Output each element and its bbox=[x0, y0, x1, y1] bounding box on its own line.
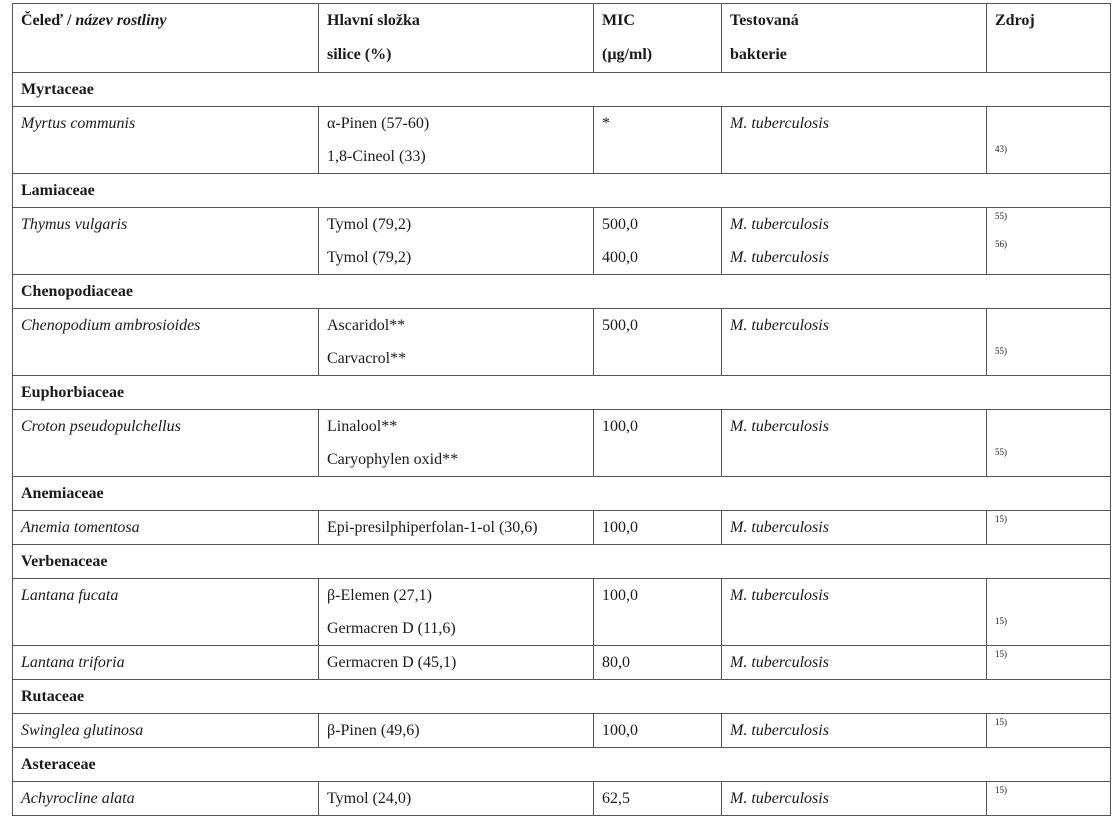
main-component bbox=[319, 782, 594, 816]
tested-bacteria bbox=[722, 309, 987, 376]
main-component-line: Ascaridol** bbox=[327, 317, 406, 334]
source-ref bbox=[987, 782, 1111, 816]
mic-value bbox=[594, 410, 722, 477]
source-ref bbox=[987, 309, 1111, 376]
mic-value-line: 100,0 bbox=[602, 519, 638, 536]
main-component-line: 1,8-Cineol (33) bbox=[327, 148, 426, 165]
tested-bacteria bbox=[722, 208, 987, 275]
family-name: Myrtaceae bbox=[13, 73, 1111, 107]
family-name: Verbenaceae bbox=[13, 545, 1111, 579]
source-ref bbox=[987, 579, 1111, 646]
essential-oil-mic-table bbox=[12, 3, 1111, 816]
mic-value bbox=[594, 646, 722, 680]
source-ref-number: 15) bbox=[995, 649, 1007, 659]
table-row bbox=[13, 511, 1111, 545]
mic-value bbox=[594, 782, 722, 816]
mic-value bbox=[594, 309, 722, 376]
table-row bbox=[13, 410, 1111, 477]
table-row bbox=[13, 208, 1111, 275]
tested-bacteria bbox=[722, 579, 987, 646]
mic-value-line: 100,0 bbox=[602, 722, 638, 739]
tested-bacteria-line: M. tuberculosis bbox=[730, 654, 829, 671]
mic-value bbox=[594, 511, 722, 545]
main-component-line: Caryophylen oxid** bbox=[327, 451, 459, 468]
main-component-line: Tymol (24,0) bbox=[327, 790, 412, 807]
source-ref-number: 55) bbox=[995, 346, 1007, 356]
main-component-line: Linalool** bbox=[327, 418, 398, 435]
mic-value-line: 500,0 bbox=[602, 216, 638, 233]
tested-bacteria bbox=[722, 714, 987, 748]
mic-value-line: 400,0 bbox=[602, 249, 638, 266]
source-ref-number: 15) bbox=[995, 514, 1007, 524]
table-row bbox=[13, 782, 1111, 816]
mic-value-line: 100,0 bbox=[602, 418, 638, 435]
main-component bbox=[319, 714, 594, 748]
family-name: Rutaceae bbox=[13, 680, 1111, 714]
family-row bbox=[13, 174, 1111, 208]
family-row bbox=[13, 680, 1111, 714]
family-name: Chenopodiaceae bbox=[13, 275, 1111, 309]
mic-value-line: 100,0 bbox=[602, 587, 638, 604]
family-name: Euphorbiaceae bbox=[13, 376, 1111, 410]
main-component-line: β-Elemen (27,1) bbox=[327, 587, 432, 604]
tested-bacteria-line: M. tuberculosis bbox=[730, 722, 829, 739]
plant-name: Lantana fucata bbox=[13, 579, 319, 646]
tested-bacteria-line: M. tuberculosis bbox=[730, 317, 829, 334]
main-component bbox=[319, 107, 594, 174]
main-component-line: Germacren D (45,1) bbox=[327, 654, 457, 671]
source-ref bbox=[987, 107, 1111, 174]
main-component-line: Epi-presilphiperfolan-1-ol (30,6) bbox=[327, 519, 538, 536]
main-component-line: Tymol (79,2) bbox=[327, 249, 412, 266]
tested-bacteria-line: M. tuberculosis bbox=[730, 587, 829, 604]
header-source: Zdroj bbox=[987, 4, 1111, 73]
source-ref bbox=[987, 208, 1111, 275]
table-row bbox=[13, 579, 1111, 646]
plant-name: Achyrocline alata bbox=[13, 782, 319, 816]
mic-value-line: 80,0 bbox=[602, 654, 630, 671]
tested-bacteria-line: M. tuberculosis bbox=[730, 249, 829, 266]
family-name: Asteraceae bbox=[13, 748, 1111, 782]
family-name: Lamiaceae bbox=[13, 174, 1111, 208]
mic-value bbox=[594, 107, 722, 174]
header-tested-bacteria: Testovaná bakterie bbox=[722, 4, 987, 73]
main-component-line: Germacren D (11,6) bbox=[327, 620, 456, 637]
mic-value bbox=[594, 714, 722, 748]
table-row bbox=[13, 646, 1111, 680]
family-name: Anemiaceae bbox=[13, 477, 1111, 511]
source-ref-number: 55) bbox=[995, 211, 1007, 221]
family-row bbox=[13, 376, 1111, 410]
tested-bacteria bbox=[722, 782, 987, 816]
tested-bacteria bbox=[722, 646, 987, 680]
source-ref-number: 15) bbox=[995, 785, 1007, 795]
table-row bbox=[13, 107, 1111, 174]
source-ref bbox=[987, 410, 1111, 477]
source-ref-number: 15) bbox=[995, 616, 1007, 626]
main-component-line: Tymol (79,2) bbox=[327, 216, 412, 233]
table-row bbox=[13, 309, 1111, 376]
source-ref-number: 15) bbox=[995, 717, 1007, 727]
family-row bbox=[13, 73, 1111, 107]
source-ref-number: 43) bbox=[995, 144, 1007, 154]
tested-bacteria bbox=[722, 511, 987, 545]
header-family-plant: Čeleď / název rostliny bbox=[13, 4, 319, 73]
mic-value bbox=[594, 579, 722, 646]
table-row bbox=[13, 714, 1111, 748]
table-header-row bbox=[13, 4, 1111, 73]
mic-value-line: 500,0 bbox=[602, 317, 638, 334]
mic-value-line: * bbox=[602, 115, 610, 132]
main-component bbox=[319, 208, 594, 275]
source-ref bbox=[987, 646, 1111, 680]
family-row bbox=[13, 748, 1111, 782]
tested-bacteria-line: M. tuberculosis bbox=[730, 519, 829, 536]
source-ref bbox=[987, 511, 1111, 545]
tested-bacteria-line: M. tuberculosis bbox=[730, 418, 829, 435]
family-row bbox=[13, 545, 1111, 579]
source-ref-number: 55) bbox=[995, 447, 1007, 457]
main-component bbox=[319, 309, 594, 376]
tested-bacteria bbox=[722, 410, 987, 477]
header-main-component: Hlavní složka silice (%) bbox=[319, 4, 594, 73]
family-row bbox=[13, 275, 1111, 309]
plant-name: Chenopodium ambrosioides bbox=[13, 309, 319, 376]
tested-bacteria-line: M. tuberculosis bbox=[730, 790, 829, 807]
family-row bbox=[13, 477, 1111, 511]
tested-bacteria bbox=[722, 107, 987, 174]
plant-name: Croton pseudopulchellus bbox=[13, 410, 319, 477]
main-component bbox=[319, 511, 594, 545]
tested-bacteria-line: M. tuberculosis bbox=[730, 216, 829, 233]
main-component-line: Carvacrol** bbox=[327, 350, 407, 367]
main-component-line: α-Pinen (57-60) bbox=[327, 115, 430, 132]
source-ref bbox=[987, 714, 1111, 748]
tested-bacteria-line: M. tuberculosis bbox=[730, 115, 829, 132]
plant-name: Lantana triforia bbox=[13, 646, 319, 680]
mic-value bbox=[594, 208, 722, 275]
plant-name: Myrtus communis bbox=[13, 107, 319, 174]
plant-name: Anemia tomentosa bbox=[13, 511, 319, 545]
main-component-line: β-Pinen (49,6) bbox=[327, 722, 420, 739]
mic-value-line: 62,5 bbox=[602, 790, 630, 807]
main-component bbox=[319, 579, 594, 646]
main-component bbox=[319, 646, 594, 680]
plant-name: Swinglea glutinosa bbox=[13, 714, 319, 748]
header-mic: MIC (µg/ml) bbox=[594, 4, 722, 73]
source-ref-number: 56) bbox=[995, 239, 1007, 249]
main-component bbox=[319, 410, 594, 477]
plant-name: Thymus vulgaris bbox=[13, 208, 319, 275]
